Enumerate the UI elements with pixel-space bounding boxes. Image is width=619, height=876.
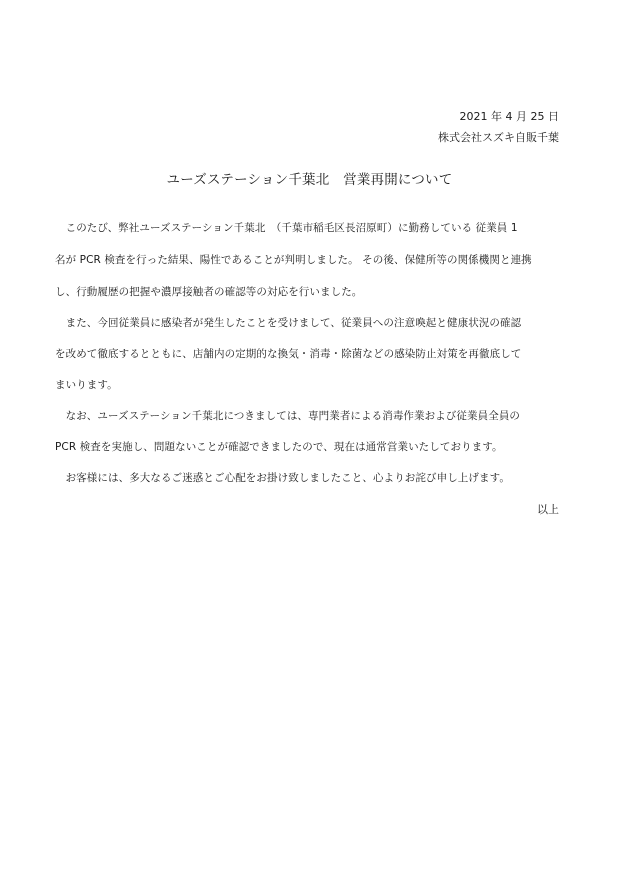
body-line: を改めて徹底するとともに、店舗内の定期的な換気・消毒・除菌などの感染防止対策を再徹底して bbox=[55, 348, 522, 360]
notice-date: 2021 年 4 月 25 日 bbox=[459, 110, 559, 123]
notice-title: ユーズステーション千葉北 営業再開について bbox=[166, 172, 453, 188]
body-line: 名が PCR 検査を行った結果、陽性であることが判明しました。 その後、保健所等の関係機関と連携 bbox=[55, 254, 532, 266]
body-line: このたび、弊社ユーズステーション千葉北 （千葉市稲毛区長沼原町）に勤務している 従業員 1 bbox=[55, 222, 518, 234]
body-line: また、今回従業員に感染者が発生したことを受けまして、従業員への注意喚起と健康状況の確認 bbox=[55, 317, 522, 329]
body-line: し、行動履歴の把握や濃厚接触者の確認等の対応を行いました。 bbox=[55, 286, 363, 298]
company-name: 株式会社スズキ自販千葉 bbox=[438, 131, 559, 144]
body-line: お客様には、多大なるご迷惑とご心配をお掛け致しましたこと、心よりお詫び申し上げます。 bbox=[55, 472, 510, 484]
body-line: PCR 検査を実施し、問題ないことが確認できましたので、現在は通常営業いたしております。 bbox=[55, 441, 503, 453]
closing-mark: 以上 bbox=[537, 503, 559, 516]
body-line: まいります。 bbox=[55, 379, 118, 391]
body-line: なお、ユーズステーション千葉北につきましては、専門業者による消毒作業および従業員全員の bbox=[55, 410, 521, 422]
